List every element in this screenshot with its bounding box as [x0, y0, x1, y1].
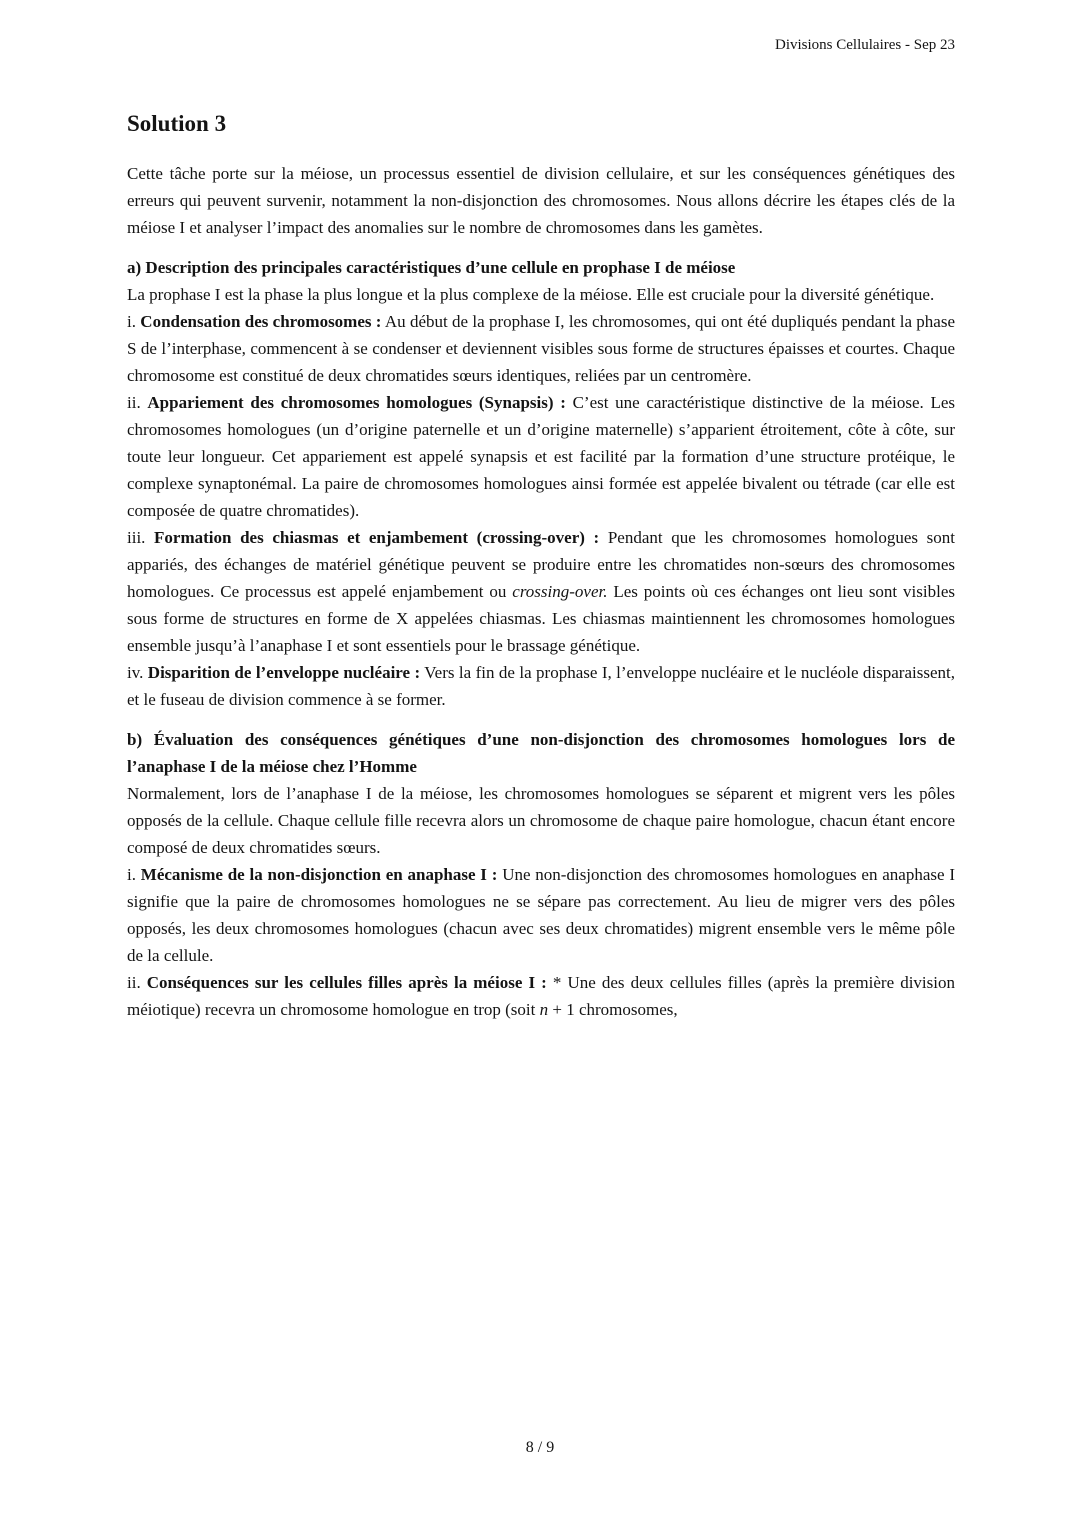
page-number: 8 / 9 [525, 1439, 555, 1456]
section-b-heading: b) Évaluation des conséquences génétiques d’une non-disjonction des chromosomes homologues lors de l’anaphase I de la méiose chez l’Homme [127, 730, 955, 776]
section-a-heading: a) Description des principales caractéristiques d’une cellule en prophase I de méiose [127, 258, 736, 277]
item-text: Au début de la prophase I, les chromosomes, qui ont été dupliqués pendant la phase S de l’interphase, commencent à se condenser et deviennent visibles sous forme de structures épaisses et courtes. Chaque chromosome est constitué de deux chromatides sœurs identiques, reliées par un centromère. [127, 312, 956, 385]
item-number: ii. [127, 973, 141, 992]
list-item-b-ii [127, 969, 955, 1023]
item-text: Vers la fin de la prophase I, l’enveloppe nucléaire et le nucléole disparaissent, et le fuseau de division commence à se former. [127, 663, 955, 709]
item-text: Pendant que les chromosomes homologues sont appariés, des échanges de matériel génétique peuvent se produire entre les chromatides non-sœurs des chromosomes homologues. Ce processus est appelé enjambement ou [127, 528, 955, 601]
item-label: Conséquences sur les cellules filles après la méiose I : [146, 973, 547, 992]
item-text: C’est une caractéristique distinctive de la méiose. Les chromosomes homologues (un d’origine paternelle et un d’origine maternelle) s’apparient étroitement, côte à côte, sur toute leur longueur. Cet appariement est appelé synapsis et est facilité par la formation d’une structure protéique, le complexe synaptonémal. La paire de chromosomes homologues ainsi formée est appelée bivalent ou tétrade (car elle est composée de quatre chromatides). [127, 393, 955, 520]
item-text: * Une des deux cellules filles (après la première division méiotique) recevra un chromosome homologue en trop (soit [127, 973, 955, 1019]
item-label: Formation des chiasmas et enjambement (crossing-over) : [154, 528, 600, 547]
list-item-a-ii [127, 389, 955, 524]
item-label: Disparition de l’enveloppe nucléaire : [147, 663, 421, 682]
item-text: Une non-disjonction des chromosomes homologues en anaphase I signifie que la paire de chromosomes homologues ne se sépare pas correctement. Au lieu de migrer vers des pôles opposés, les deux chromosomes homologues (chacun avec ses deux chromatides) migrent ensemble vers le même pôle de la cellule. [127, 865, 955, 965]
header-running-title: Divisions Cellulaires - Sep 23 [775, 37, 955, 53]
item-number: i. [127, 865, 136, 884]
item-italic-term: crossing-over. [512, 582, 608, 601]
item-number: ii. [127, 393, 141, 412]
section-a-lead: La prophase I est la phase la plus longue et la plus complexe de la méiose. Elle est cruciale pour la diversité génétique. [127, 285, 935, 304]
list-item-b-i [127, 861, 955, 969]
item-number: iii. [127, 528, 146, 547]
math-variable-n: n [539, 1000, 549, 1019]
list-item-a-iii [127, 524, 955, 659]
item-number: i. [127, 312, 136, 331]
page-footer [0, 1439, 1080, 1457]
list-item-a-i [127, 308, 955, 389]
page-header [127, 36, 955, 54]
intro-paragraph: Cette tâche porte sur la méiose, un processus essentiel de division cellulaire, et sur les conséquences génétiques des erreurs qui peuvent survenir, notamment la non-disjonction des chromosomes. Nous allons décrire les étapes clés de la méiose I et analyser l’impact des anomalies sur le nombre de chromosomes dans les gamètes. [127, 164, 955, 237]
item-text: Les points où ces échanges ont lieu sont visibles sous forme de structures en forme de X appelées chiasmas. Les chiasmas maintiennent les chromosomes homologues ensemble jusqu’à l’anaphase I et sont essentiels pour le brassage génétique. [127, 582, 955, 655]
item-label: Condensation des chromosomes : [140, 312, 382, 331]
item-label: Mécanisme de la non-disjonction en anaphase I : [140, 865, 498, 884]
item-text: + 1 chromosomes, [552, 1000, 678, 1019]
item-label: Appariement des chromosomes homologues (Synapsis) : [147, 393, 566, 412]
list-item-a-iv [127, 659, 955, 713]
item-number: iv. [127, 663, 144, 682]
section-b-lead: Normalement, lors de l’anaphase I de la méiose, les chromosomes homologues se séparent et migrent vers les pôles opposés de la cellule. Chaque cellule fille recevra alors un chromosome de chaque paire homologue, chacun étant encore composé de deux chromatides sœurs. [127, 784, 955, 857]
page-title: Solution 3 [127, 111, 227, 136]
